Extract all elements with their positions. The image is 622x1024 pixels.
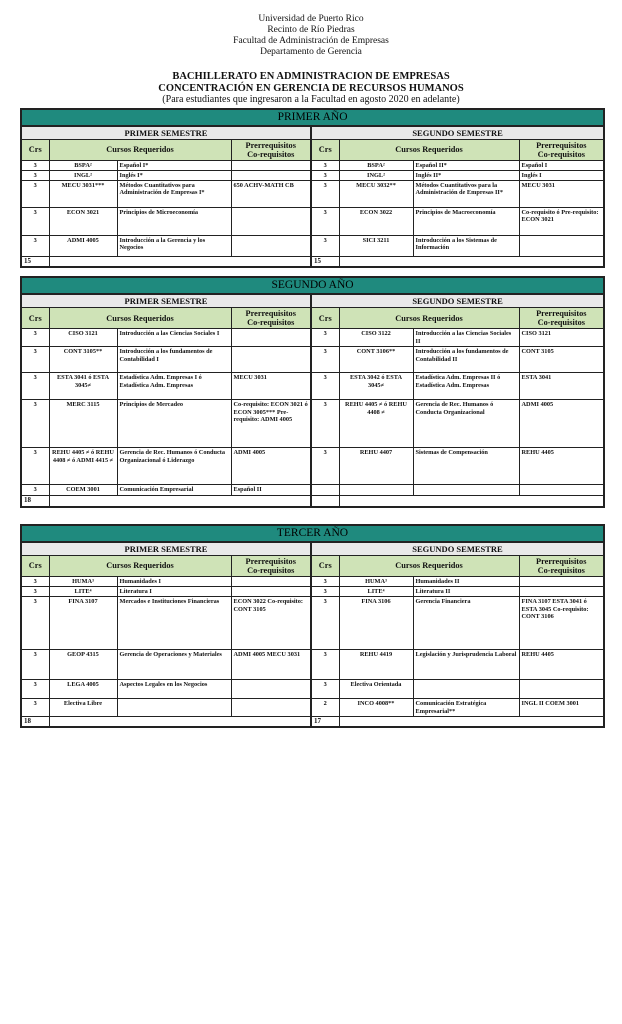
course-name-sem1: Introducción a la Gerencia y los Negocios: [117, 236, 231, 257]
prereq-sem1: [231, 347, 311, 373]
prereq-sem2: Español I: [519, 160, 604, 170]
semester-1-title: PRIMER SEMESTRE: [21, 542, 311, 556]
course-code-sem1: REHU 4405 ≠ ó REHU 4408 ≠ ó ADMI 4415 ≠: [49, 448, 117, 485]
course-name-sem1: [117, 699, 231, 717]
course-name-sem1: Literatura I: [117, 586, 231, 596]
prereq-header: [231, 139, 311, 160]
credits-sem2: 2: [311, 699, 339, 717]
table-row: [21, 650, 604, 680]
table-row: [21, 680, 604, 699]
credits-sem1: 3: [21, 448, 49, 485]
course-name-sem2: Inglés II*: [413, 170, 519, 180]
course-code-sem1: BSPA²: [49, 160, 117, 170]
credits-sem2: 3: [311, 208, 339, 236]
prereq-sem2: FINA 3107 ESTA 3041 ó ESTA 3045 Co-requisito: CONT 3106: [519, 597, 604, 650]
course-name-sem2: Introducción a los fundamentos de Contabilidad II: [413, 347, 519, 373]
totals-row: [21, 496, 604, 507]
table-row: [21, 597, 604, 650]
prereq-header-line2: Co-requisitos: [537, 565, 585, 575]
total-credits-sem1: 18: [21, 496, 49, 507]
crs-header: Crs: [21, 555, 49, 576]
prereq-sem1: ECON 3022 Co-requisito: CONT 3105: [231, 597, 311, 650]
credits-sem1: 3: [21, 699, 49, 717]
column-header-row: [21, 308, 604, 329]
prereq-sem1: Co-requisito: ECON 3021 ó ECON 3005*** Pre-requisito: ADMI 4005: [231, 400, 311, 448]
course-code-sem2: REHU 4419: [339, 650, 413, 680]
course-code-sem1: ESTA 3041 ó ESTA 3045≠: [49, 373, 117, 400]
year-band-row: [21, 277, 604, 294]
year-title: PRIMER AÑO: [21, 109, 604, 126]
year-table-2: [20, 276, 605, 507]
credits-sem2: 3: [311, 597, 339, 650]
totals-spacer: [339, 496, 604, 507]
total-credits-sem2: 15: [311, 257, 339, 268]
course-name-sem1: Español I*: [117, 160, 231, 170]
table-row: [21, 208, 604, 236]
courses-header: Cursos Requeridos: [49, 308, 231, 329]
crs-header: Crs: [21, 139, 49, 160]
crs-header: Crs: [311, 555, 339, 576]
prereq-header: [519, 555, 604, 576]
course-code-sem2: FINA 3106: [339, 597, 413, 650]
course-name-sem1: Gerencia de Operaciones y Materiales: [117, 650, 231, 680]
table-row: [21, 448, 604, 485]
prereq-sem2: CONT 3105: [519, 347, 604, 373]
course-name-sem2: Introducción a los Sistemas de Información: [413, 236, 519, 257]
prereq-header-line1: Prerrequisitos: [245, 309, 296, 319]
semester-2-title: SEGUNDO SEMESTRE: [311, 294, 604, 308]
credits-sem2: 3: [311, 680, 339, 699]
courses-header: Cursos Requeridos: [339, 555, 519, 576]
prereq-sem1: 650 ACHV-MATH CB: [231, 181, 311, 208]
course-name-sem2: Gerencia de Rec. Humanos ó Conducta Organizacional: [413, 400, 519, 448]
course-code-sem2: REHU 4407: [339, 448, 413, 485]
credits-sem1: 3: [21, 680, 49, 699]
course-code-sem2: SICI 3211: [339, 236, 413, 257]
prereq-header: [231, 308, 311, 329]
credits-sem1: 3: [21, 236, 49, 257]
course-code-sem2: INGL²: [339, 170, 413, 180]
credits-sem2: 3: [311, 373, 339, 400]
totals-spacer: [49, 716, 311, 727]
header-line-faculty: Facultad de Administración de Empresas: [233, 36, 389, 46]
table-row: [21, 485, 604, 496]
prereq-sem2: ESTA 3041: [519, 373, 604, 400]
prereq-sem2: [519, 586, 604, 596]
prereq-header: [231, 555, 311, 576]
column-header-row: [21, 139, 604, 160]
course-code-sem2: ECON 3022: [339, 208, 413, 236]
course-name-sem2: Sistemas de Compensación: [413, 448, 519, 485]
credits-sem1: 3: [21, 170, 49, 180]
course-name-sem2: Introducción a las Ciencias Sociales II: [413, 329, 519, 347]
total-credits-sem2: [311, 496, 339, 507]
course-code-sem1: FINA 3107: [49, 597, 117, 650]
prereq-sem2: [519, 485, 604, 496]
credits-sem1: 3: [21, 373, 49, 400]
course-name-sem1: Introducción a las Ciencias Sociales I: [117, 329, 231, 347]
crs-header: Crs: [21, 308, 49, 329]
credits-sem1: 3: [21, 485, 49, 496]
credits-sem2: 3: [311, 576, 339, 586]
totals-row: [21, 257, 604, 268]
semester-header-row: [21, 126, 604, 140]
semester-2-title: SEGUNDO SEMESTRE: [311, 542, 604, 556]
course-name-sem1: Métodos Cuantitativos para Administración de Empresas I*: [117, 181, 231, 208]
course-code-sem2: Electiva Orientada: [339, 680, 413, 699]
course-name-sem1: Inglés I*: [117, 170, 231, 180]
course-code-sem1: GEOP 4315: [49, 650, 117, 680]
prereq-header: [519, 139, 604, 160]
table-row: [21, 373, 604, 400]
course-code-sem1: LITE⁴: [49, 586, 117, 596]
course-code-sem2: HUMA³: [339, 576, 413, 586]
course-code-sem2: BSPA²: [339, 160, 413, 170]
course-code-sem1: HUMA³: [49, 576, 117, 586]
course-name-sem1: Estadística Adm. Empresas I ó Estadística Adm. Empresas: [117, 373, 231, 400]
credits-sem1: 3: [21, 597, 49, 650]
prereq-sem1: [231, 680, 311, 699]
prereq-sem2: CISO 3121: [519, 329, 604, 347]
prereq-header-line2: Co-requisitos: [247, 149, 295, 159]
course-code-sem2: INCO 4008**: [339, 699, 413, 717]
credits-sem1: 3: [21, 208, 49, 236]
credits-sem2: [311, 485, 339, 496]
course-name-sem1: Comunicación Empresarial: [117, 485, 231, 496]
header-line-department: Departamento de Gerencia: [260, 47, 362, 57]
prereq-sem2: ADMI 4005: [519, 400, 604, 448]
course-name-sem2: Comunicación Estratégica Empresarial**: [413, 699, 519, 717]
table-row: [21, 170, 604, 180]
year-title: SEGUNDO AÑO: [21, 277, 604, 294]
credits-sem2: 3: [311, 170, 339, 180]
course-code-sem2: LITE⁴: [339, 586, 413, 596]
credits-sem2: 3: [311, 586, 339, 596]
course-code-sem1: Electiva Libre: [49, 699, 117, 717]
prereq-header-line1: Prerrequisitos: [536, 140, 587, 150]
main-title: BACHILLERATO EN ADMINISTRACION DE EMPRESAS: [172, 71, 450, 82]
course-code-sem1: LEGA 4005: [49, 680, 117, 699]
course-name-sem2: Legislación y Jurisprudencia Laboral: [413, 650, 519, 680]
semester-1-title: PRIMER SEMESTRE: [21, 294, 311, 308]
sub-title: CONCENTRACIÓN EN GERENCIA DE RECURSOS HUMANOS: [158, 82, 464, 94]
prereq-sem2: REHU 4405: [519, 650, 604, 680]
prereq-header-line1: Prerrequisitos: [536, 556, 587, 566]
year-band-row: [21, 109, 604, 126]
course-name-sem2: Español II*: [413, 160, 519, 170]
course-code-sem2: ESTA 3042 ó ESTA 3045≠: [339, 373, 413, 400]
column-header-row: [21, 555, 604, 576]
prereq-sem2: REHU 4405: [519, 448, 604, 485]
table-row: [21, 576, 604, 586]
prereq-sem1: ADMI 4005: [231, 448, 311, 485]
header-line-university: Universidad de Puerto Rico: [258, 14, 364, 24]
table-row: [21, 699, 604, 717]
course-name-sem1: Principios de Mercadeo: [117, 400, 231, 448]
prereq-sem1: [231, 329, 311, 347]
year-title: TERCER AÑO: [21, 525, 604, 542]
course-code-sem1: ADMI 4005: [49, 236, 117, 257]
credits-sem2: 3: [311, 347, 339, 373]
prereq-sem1: [231, 236, 311, 257]
prereq-header-line1: Prerrequisitos: [245, 556, 296, 566]
table-row: [21, 347, 604, 373]
credits-sem2: 3: [311, 448, 339, 485]
prereq-header-line2: Co-requisitos: [537, 318, 585, 328]
credits-sem2: 3: [311, 236, 339, 257]
course-name-sem2: Humanidades II: [413, 576, 519, 586]
course-name-sem1: Humanidades I: [117, 576, 231, 586]
course-code-sem1: INGL²: [49, 170, 117, 180]
prereq-sem1: [231, 586, 311, 596]
course-name-sem1: Principios de Microeconomía: [117, 208, 231, 236]
prereq-sem1: [231, 576, 311, 586]
prereq-sem1: MECU 3031: [231, 373, 311, 400]
prereq-header-line1: Prerrequisitos: [536, 309, 587, 319]
totals-row: [21, 716, 604, 727]
crs-header: Crs: [311, 139, 339, 160]
course-code-sem2: CONT 3106**: [339, 347, 413, 373]
totals-spacer: [339, 257, 604, 268]
prereq-header-line2: Co-requisitos: [247, 318, 295, 328]
credits-sem1: 3: [21, 576, 49, 586]
prereq-sem2: MECU 3031: [519, 181, 604, 208]
credits-sem2: 3: [311, 650, 339, 680]
semester-2-title: SEGUNDO SEMESTRE: [311, 126, 604, 140]
header-line-campus: Recinto de Río Piedras: [267, 25, 355, 35]
table-row: [21, 586, 604, 596]
course-code-sem2: MECU 3032**: [339, 181, 413, 208]
credits-sem1: 3: [21, 586, 49, 596]
credits-sem2: 3: [311, 160, 339, 170]
table-row: [21, 160, 604, 170]
credits-sem1: 3: [21, 347, 49, 373]
course-code-sem1: CONT 3105**: [49, 347, 117, 373]
course-name-sem2: [413, 485, 519, 496]
prereq-sem1: [231, 699, 311, 717]
courses-header: Cursos Requeridos: [339, 308, 519, 329]
semester-header-row: [21, 542, 604, 556]
course-code-sem1: CISO 3121: [49, 329, 117, 347]
prereq-header-line2: Co-requisitos: [247, 565, 295, 575]
total-credits-sem2: 17: [311, 716, 339, 727]
course-name-sem2: Estadística Adm. Empresas II ó Estadística Adm. Empresas: [413, 373, 519, 400]
table-row: [21, 181, 604, 208]
year-table-3: [20, 524, 605, 728]
course-name-sem2: Literatura II: [413, 586, 519, 596]
course-code-sem1: MECU 3031***: [49, 181, 117, 208]
prereq-sem1: [231, 170, 311, 180]
prereq-sem1: ADMI 4005 MECU 3031: [231, 650, 311, 680]
semester-1-title: PRIMER SEMESTRE: [21, 126, 311, 140]
prereq-sem2: INGL II COEM 3001: [519, 699, 604, 717]
credits-sem2: 3: [311, 329, 339, 347]
course-name-sem1: Aspectos Legales en los Negocios: [117, 680, 231, 699]
prereq-sem1: [231, 208, 311, 236]
course-name-sem1: Introducción a los fundamentos de Contabilidad I: [117, 347, 231, 373]
courses-header: Cursos Requeridos: [49, 555, 231, 576]
semester-header-row: [21, 294, 604, 308]
totals-spacer: [339, 716, 604, 727]
course-name-sem2: Principios de Macroeconomía: [413, 208, 519, 236]
course-name-sem2: [413, 680, 519, 699]
course-name-sem2: Métodos Cuantitativos para la Administración de Empresas II*: [413, 181, 519, 208]
table-row: [21, 236, 604, 257]
credits-sem2: 3: [311, 400, 339, 448]
course-code-sem1: ECON 3021: [49, 208, 117, 236]
year-band-row: [21, 525, 604, 542]
courses-header: Cursos Requeridos: [49, 139, 231, 160]
course-code-sem2: CISO 3122: [339, 329, 413, 347]
course-name-sem1: Gerencia de Rec. Humanos ó Conducta Organizacional ó Liderazgo: [117, 448, 231, 485]
prereq-sem2: Co-requisito ó Pre-requisito: ECON 3021: [519, 208, 604, 236]
prereq-header: [519, 308, 604, 329]
credits-sem1: 3: [21, 400, 49, 448]
prereq-header-line1: Prerrequisitos: [245, 140, 296, 150]
credits-sem1: 3: [21, 650, 49, 680]
prereq-sem2: [519, 680, 604, 699]
course-code-sem1: COEM 3001: [49, 485, 117, 496]
prereq-sem2: [519, 236, 604, 257]
prereq-sem1: Español II: [231, 485, 311, 496]
prereq-header-line2: Co-requisitos: [537, 149, 585, 159]
credits-sem1: 3: [21, 160, 49, 170]
document-titles: [0, 71, 622, 106]
course-name-sem1: Mercados e Instituciones Financieras: [117, 597, 231, 650]
table-row: [21, 329, 604, 347]
courses-header: Cursos Requeridos: [339, 139, 519, 160]
curriculum-tables: [0, 108, 622, 729]
course-code-sem1: MERC 3115: [49, 400, 117, 448]
course-code-sem2: [339, 485, 413, 496]
totals-spacer: [49, 257, 311, 268]
credits-sem2: 3: [311, 181, 339, 208]
year-table-1: [20, 108, 605, 269]
prereq-sem1: [231, 160, 311, 170]
university-header: [0, 0, 622, 58]
total-credits-sem1: 18: [21, 716, 49, 727]
course-name-sem2: Gerencia Financiera: [413, 597, 519, 650]
prereq-sem2: Inglés I: [519, 170, 604, 180]
total-credits-sem1: 15: [21, 257, 49, 268]
title-note: (Para estudiantes que ingresaron a la Facultad en agosto 2020 en adelante): [162, 94, 460, 105]
prereq-sem2: [519, 576, 604, 586]
crs-header: Crs: [311, 308, 339, 329]
credits-sem1: 3: [21, 181, 49, 208]
totals-spacer: [49, 496, 311, 507]
course-code-sem2: REHU 4405 ≠ ó REHU 4408 ≠: [339, 400, 413, 448]
credits-sem1: 3: [21, 329, 49, 347]
table-row: [21, 400, 604, 448]
